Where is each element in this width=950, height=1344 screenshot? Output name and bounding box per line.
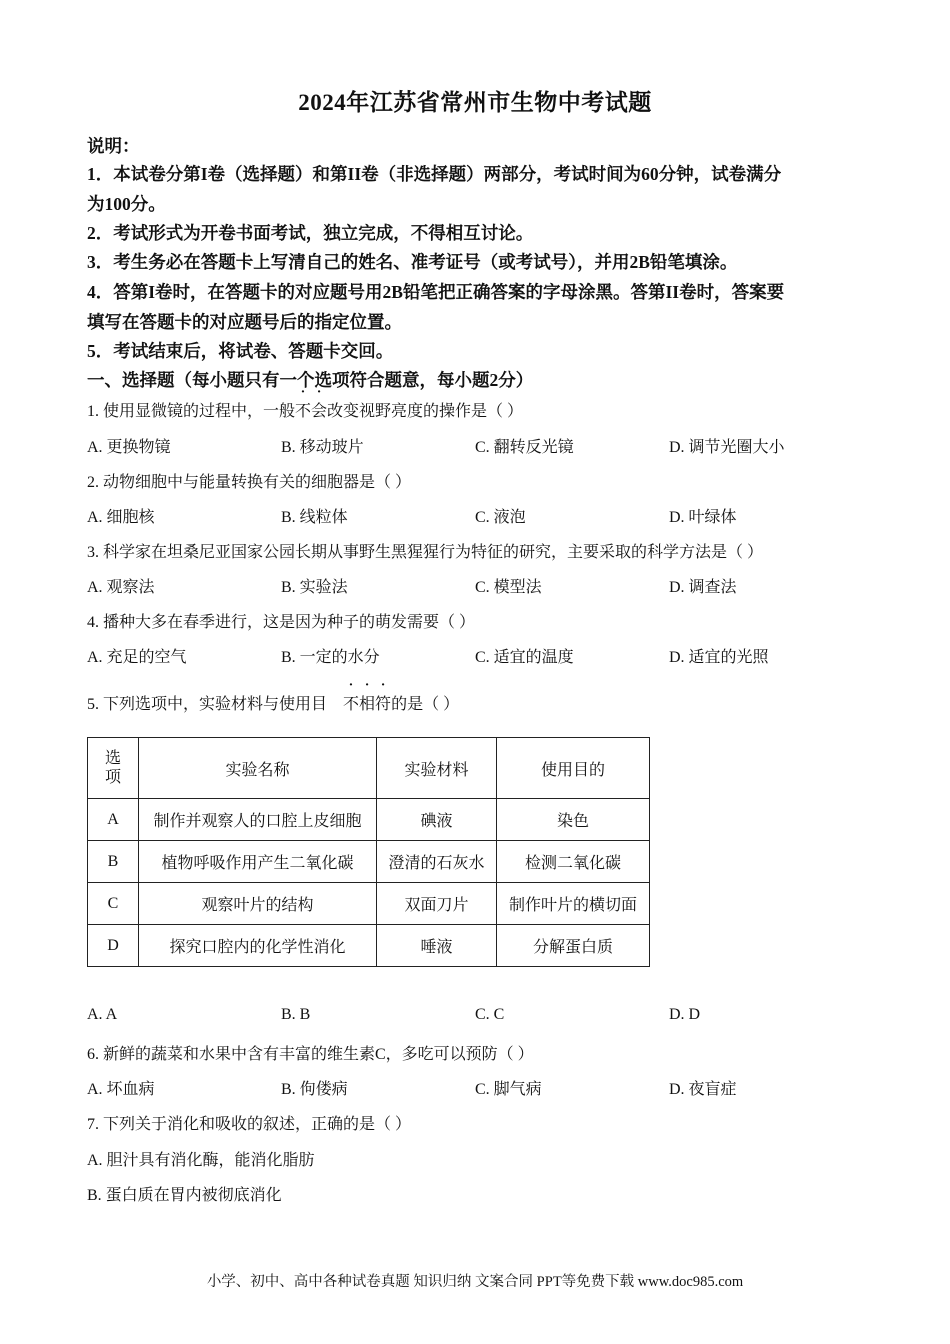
question-stem-4: 4. 播种大多在春季进行，这是因为种子的萌发需要（ ） xyxy=(87,614,476,631)
option-a: A. 观察法 xyxy=(87,579,155,596)
table-header: 实验材料 xyxy=(377,738,497,799)
stem-text: 改变视野亮度的操作是（ ） xyxy=(327,403,524,420)
table-cell: 碘液 xyxy=(377,799,497,841)
instruction-line: 填写在答题卡的对应题号后的指定位置。 xyxy=(87,312,402,332)
option-b: B. 实验法 xyxy=(281,579,348,596)
table-header: 实验名称 xyxy=(139,738,377,799)
option-d: D. 夜盲症 xyxy=(669,1081,737,1098)
option-b: B. 线粒体 xyxy=(281,509,348,526)
table-cell: 制作并观察人的口腔上皮细胞 xyxy=(139,799,377,841)
table-cell: 观察叶片的结构 xyxy=(139,883,377,925)
header-label: 选项 xyxy=(104,750,121,786)
table-cell: 植物呼吸作用产生二氧化碳 xyxy=(139,841,377,883)
instruction-line: 为100分。 xyxy=(87,194,166,214)
table-row xyxy=(88,883,650,925)
experiment-table xyxy=(87,737,650,967)
option-c: C. C xyxy=(475,1006,505,1023)
option-c: C. 翻转反光镜 xyxy=(475,439,574,456)
question-stem-2: 2. 动物细胞中与能量转换有关的细胞器是（ ） xyxy=(87,474,412,491)
table-cell: 分解蛋白质 xyxy=(497,925,650,967)
table-cell: 制作叶片的横切面 xyxy=(497,883,650,925)
option-c: C. 适宜的温度 xyxy=(475,649,574,666)
table-cell: 染色 xyxy=(497,799,650,841)
emphasis-char: 会 xyxy=(311,403,328,420)
emphasis-char: 符 xyxy=(375,696,392,713)
table-header: 使用目的 xyxy=(497,738,650,799)
table-cell: 检测二氧化碳 xyxy=(497,841,650,883)
instructions-heading: 说明： xyxy=(87,136,140,156)
section-heading: 一、选择题（每小题只有一个选项符合题意，每小题2分） xyxy=(87,370,534,390)
stem-text: 的是（ ） xyxy=(391,696,460,713)
table-cell: 探究口腔内的化学性消化 xyxy=(139,925,377,967)
instruction-line: 5．考试结束后，将试卷、答题卡交回。 xyxy=(87,341,394,361)
option-a: A. 充足的空气 xyxy=(87,649,187,666)
option-c: C. 模型法 xyxy=(475,579,542,596)
emphasis-char: 相 xyxy=(359,696,376,713)
option-b: B. 移动玻片 xyxy=(281,439,364,456)
table-cell: 双面刀片 xyxy=(377,883,497,925)
table-row xyxy=(88,925,650,967)
option-c: C. 脚气病 xyxy=(475,1081,542,1098)
question-stem-6: 6. 新鲜的蔬菜和水果中含有丰富的维生素C，多吃可以预防（ ） xyxy=(87,1046,534,1063)
option-d: D. D xyxy=(669,1006,701,1023)
instruction-line: 2．考试形式为开卷书面考试，独立完成，不得相互讨论。 xyxy=(87,223,534,243)
stem-text: 1. 使用显微镜的过程中，一般 xyxy=(87,403,296,420)
option-b: B. 佝偻病 xyxy=(281,1081,348,1098)
option-a: A. A xyxy=(87,1006,118,1023)
instruction-line: 1．本试卷分第I卷（选择题）和第II卷（非选择题）两部分，考试时间为60分钟，试卷满分 xyxy=(87,164,782,184)
table-header xyxy=(88,738,139,799)
option-b: B. B xyxy=(281,1006,311,1023)
instruction-line: 3．考生务必在答题卡上写清自己的姓名、准考证号（或考试号），并用2B铅笔填涂。 xyxy=(87,252,738,272)
option-a: A. 更换物镜 xyxy=(87,439,171,456)
question-stem-1 xyxy=(87,398,523,421)
table-cell: B xyxy=(88,841,139,883)
page-title: 2024年江苏省常州市生物中考试题 xyxy=(298,90,652,115)
question-stem-3: 3. 科学家在坦桑尼亚国家公园长期从事野生黑猩猩行为特征的研究，主要采取的科学方法是（ ） xyxy=(87,544,764,561)
table-cell: A xyxy=(88,799,139,841)
option-b: B. 蛋白质在胃内被彻底消化 xyxy=(87,1187,282,1204)
table-cell: D xyxy=(88,925,139,967)
option-a: A. 细胞核 xyxy=(87,509,155,526)
emphasis-char: 不 xyxy=(343,696,360,713)
option-a: A. 坏血病 xyxy=(87,1081,155,1098)
table-row xyxy=(88,799,650,841)
question-stem-7: 7. 下列关于消化和吸收的叙述，正确的是（ ） xyxy=(87,1116,412,1133)
question-stem-5 xyxy=(87,691,459,714)
instruction-line: 4．答第I卷时，在答题卡的对应题号用2B铅笔把正确答案的字母涂黑。答第II卷时，答案要 xyxy=(87,282,785,302)
table-cell: 唾液 xyxy=(377,925,497,967)
table-cell: C xyxy=(88,883,139,925)
table-header-row xyxy=(88,738,650,799)
option-d: D. 调查法 xyxy=(669,579,737,596)
option-b: B. 一定的水分 xyxy=(281,649,380,666)
table-cell: 澄清的石灰水 xyxy=(377,841,497,883)
table-row xyxy=(88,841,650,883)
option-d: D. 叶绿体 xyxy=(669,509,737,526)
stem-text: 5. 下列选项中，实验材料与使用目 xyxy=(87,696,328,713)
emphasis-char: 不 xyxy=(295,403,312,420)
option-a: A. 胆汁具有消化酶，能消化脂肪 xyxy=(87,1152,315,1169)
page-footer: 小学、初中、高中各种试卷真题 知识归纳 文案合同 PPT等免费下载 www.doc985.com xyxy=(206,1274,744,1290)
option-d: D. 适宜的光照 xyxy=(669,649,769,666)
option-d: D. 调节光圈大小 xyxy=(669,439,785,456)
option-c: C. 液泡 xyxy=(475,509,526,526)
